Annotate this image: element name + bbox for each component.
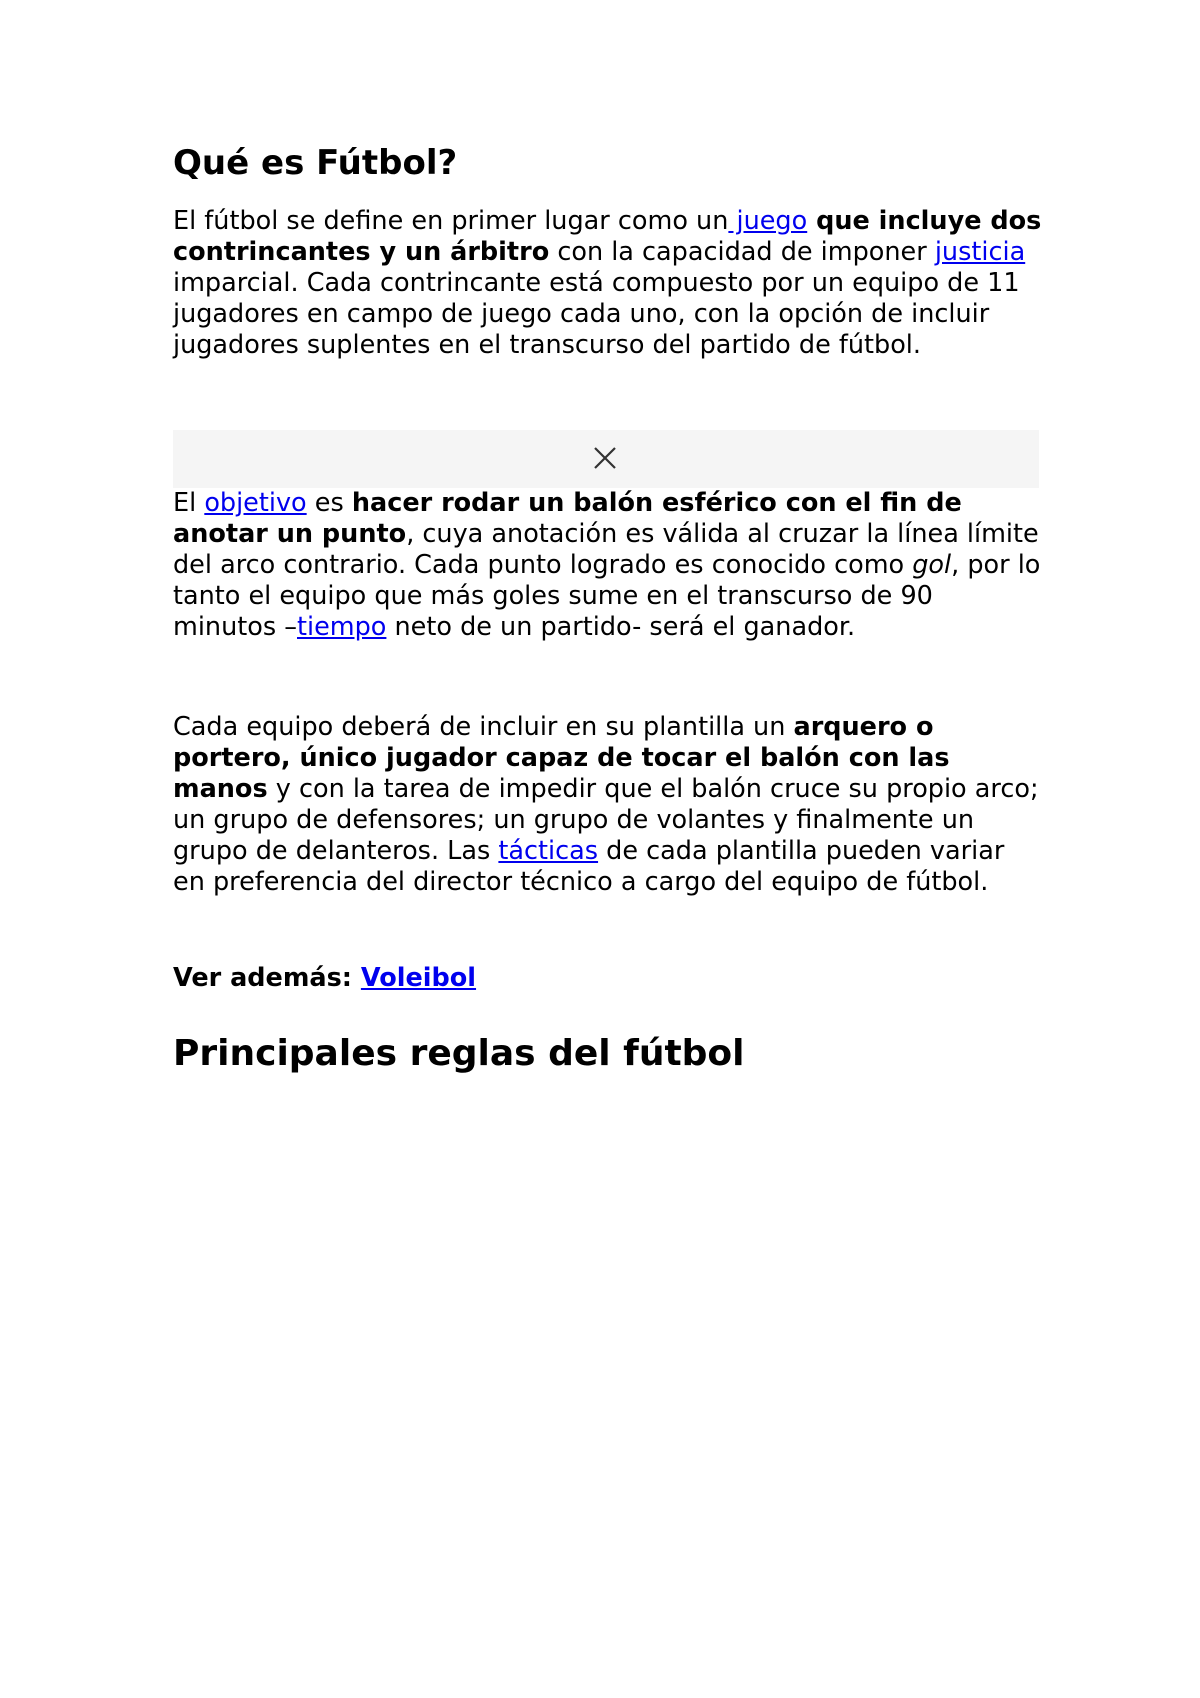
page-title: Qué es Fútbol? (173, 143, 458, 183)
text-span: El fútbol se define en primer lugar como un (173, 206, 729, 236)
text-span: y con la tarea de impedir que el balón cruce su propio arco; un grupo de defensores; un grupo de volantes y finalmente un grupo de delanteros. Las (173, 774, 1039, 866)
text-span: , por lo tanto el equipo que más goles sume en el transcurso de 90 minutos – (173, 550, 1041, 642)
link-tiempo[interactable]: tiempo (297, 612, 387, 642)
bold-span: que incluye dos contrincantes y un árbitro (173, 206, 1042, 267)
objective-paragraph (173, 488, 1043, 643)
team-paragraph (173, 712, 1043, 898)
bold-span: arquero o portero, único jugador capaz de tocar el balón con las manos (173, 712, 950, 804)
link-objetivo[interactable]: objetivo (204, 488, 307, 518)
link-juego[interactable]: juego (728, 206, 808, 236)
see-also-paragraph (173, 963, 1043, 994)
link-tacticas[interactable]: tácticas (498, 836, 599, 866)
text-span: Cada equipo deberá de incluir en su plantilla un (173, 712, 794, 742)
text-span: neto de un partido- será el ganador. (386, 612, 856, 642)
link-voleibol[interactable]: Voleibol (360, 963, 477, 993)
text-span: de cada plantilla pueden variar en preferencia del director técnico a cargo del equipo de fútbol. (173, 836, 1005, 897)
intro-paragraph (173, 206, 1043, 361)
link-justicia[interactable]: justicia (934, 237, 1026, 267)
bold-span: hacer rodar un balón esférico con el fin de anotar un punto (173, 488, 962, 549)
embedded-media-placeholder (173, 430, 1039, 488)
text-span: es (306, 488, 352, 518)
text-span: con la capacidad de imponer (549, 237, 935, 267)
text-span: El (173, 488, 205, 518)
close-icon[interactable] (591, 444, 619, 472)
see-also-label: Ver además: (173, 963, 361, 993)
italic-span: gol (912, 550, 952, 580)
text-span: , cuya anotación es válida al cruzar la línea límite del arco contrario. Cada punto logrado es conocido como (173, 519, 1039, 580)
text-span: imparcial. Cada contrincante está compuesto por un equipo de 11 jugadores en campo de juego cada uno, con la opción de incluir jugadores suplentes en el transcurso del partido de fútbol. (173, 268, 1020, 360)
section-heading: Principales reglas del fútbol (173, 1033, 745, 1074)
